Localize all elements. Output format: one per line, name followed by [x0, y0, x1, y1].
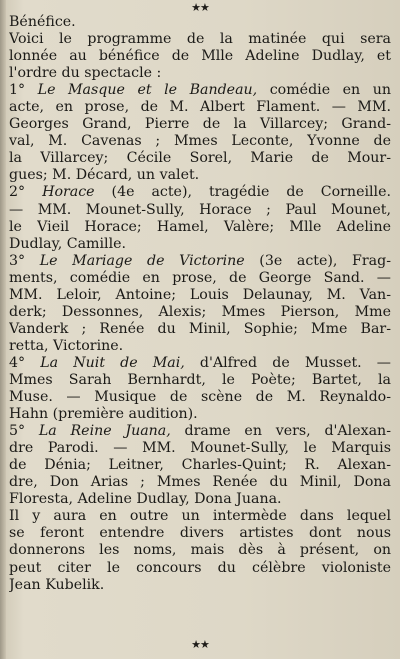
text-run: Vanderk ; Renée du Minil, Sophie; Mme Bar-: [9, 320, 391, 337]
text-line: [9, 99, 391, 116]
text-run: derk; Dessonnes, Alexis; Mmes Pierson, Mme: [9, 303, 391, 320]
text-run: — MM. Mounet-Sully, Horace ; Paul Mounet,: [9, 201, 391, 218]
text-run: 5°: [9, 423, 39, 440]
text-run: Dudlay, Camille.: [9, 235, 127, 252]
text-line: [9, 48, 391, 65]
text-run: Mmes Sarah Bernhardt, le Poète; Bartet, la: [9, 371, 391, 388]
text-line: [9, 560, 391, 577]
text-line: [9, 304, 391, 321]
text-line: [9, 440, 391, 457]
text-line: [9, 184, 391, 201]
text-line: [9, 491, 391, 508]
text-run: le Vieil Horace; Hamel, Valère; Mlle Adeline: [9, 218, 391, 235]
text-line: [9, 508, 391, 525]
text-run: drame en vers, d'Alexan-: [170, 423, 391, 440]
text-run: gues; M. Décard, un valet.: [9, 167, 200, 184]
text-run: 2°: [9, 184, 43, 201]
play-title: La Reine Juana,: [38, 423, 171, 440]
text-line: [9, 457, 391, 474]
text-run: peut citer le concours du célèbre violoniste: [9, 559, 391, 576]
play-title: Le Mariage de Victorine: [39, 252, 245, 269]
text-run: 1°: [9, 82, 38, 99]
text-line: [9, 321, 391, 338]
play-title: Le Masque et le Bandeau,: [37, 82, 258, 99]
text-line: [9, 287, 391, 304]
text-run: acte, en prose, de M. Albert Flament. — MM.: [9, 99, 391, 116]
text-run: de Dénia; Leitner, Charles-Quint; R. Alexan-: [9, 457, 391, 474]
text-run: l'ordre du spectacle :: [9, 65, 162, 82]
text-line: [9, 150, 391, 167]
play-title: Horace: [42, 184, 95, 201]
play-title: La Nuit de Mai,: [40, 354, 185, 371]
text-line: [9, 389, 391, 406]
text-line: [9, 355, 391, 372]
article-text: [9, 14, 391, 594]
text-line: [9, 406, 391, 423]
text-run: la Villarcey; Cécile Sorel, Marie de Mour-: [9, 150, 391, 167]
text-run: d'Alfred de Musset. —: [184, 354, 391, 371]
page-fold-shadow: [0, 0, 6, 659]
text-run: Georges Grand, Pierre de la Villarcey; Grand-: [9, 116, 391, 133]
ornament-top: ★★: [191, 1, 209, 14]
text-line: [9, 31, 391, 48]
text-run: donnerons les noms, mais dès à présent, on: [9, 542, 391, 559]
text-run: 3°: [9, 252, 40, 269]
text-line: [9, 202, 391, 219]
text-run: (4e acte), tragédie de Corneille.: [94, 184, 391, 201]
text-run: comédie en un: [257, 82, 391, 99]
text-run: MM. Leloir, Antoine; Louis Delaunay, M. Van-: [9, 286, 391, 303]
text-run: dre Parodi. — MM. Mounet-Sully, le Marquis: [9, 440, 391, 457]
text-line: [9, 236, 391, 253]
text-run: Bénéfice.: [9, 14, 76, 30]
text-run: Il y aura en outre un intermède dans lequel: [9, 508, 391, 525]
text-line: [9, 525, 391, 542]
text-line: [9, 577, 391, 594]
text-line: [9, 14, 391, 31]
text-line: [9, 542, 391, 559]
text-run: dre, Don Arias ; Mmes Renée du Minil, Dona: [9, 474, 391, 491]
text-run: Muse. — Musique de scène de M. Reynaldo-: [9, 389, 391, 406]
text-line: [9, 82, 391, 99]
text-line: [9, 270, 391, 287]
text-line: [9, 338, 391, 355]
text-run: (3e acte), Frag-: [244, 252, 391, 269]
text-run: Jean Kubelik.: [9, 576, 105, 593]
text-line: [9, 423, 391, 440]
text-line: [9, 167, 391, 184]
text-run: lonnée au bénéfice de Mlle Adeline Dudlay, et: [9, 48, 391, 65]
text-line: [9, 133, 391, 150]
text-run: val, M. Cavenas ; Mmes Leconte, Yvonne de: [9, 133, 391, 150]
text-run: se feront entendre divers artistes dont nous: [9, 525, 391, 542]
ornament-bottom: ★★: [191, 638, 209, 651]
text-run: 4°: [9, 354, 41, 371]
text-line: [9, 116, 391, 133]
text-run: Floresta, Adeline Dudlay, Dona Juana.: [9, 491, 282, 508]
text-line: [9, 372, 391, 389]
text-run: Hahn (première audition).: [9, 406, 198, 423]
text-line: [9, 474, 391, 491]
text-line: [9, 219, 391, 236]
text-run: ments, comédie en prose, de George Sand. —: [9, 269, 391, 286]
text-run: Voici le programme de la matinée qui sera: [9, 31, 391, 48]
text-line: [9, 253, 391, 270]
text-run: retta, Victorine.: [9, 337, 124, 354]
text-line: [9, 65, 391, 82]
